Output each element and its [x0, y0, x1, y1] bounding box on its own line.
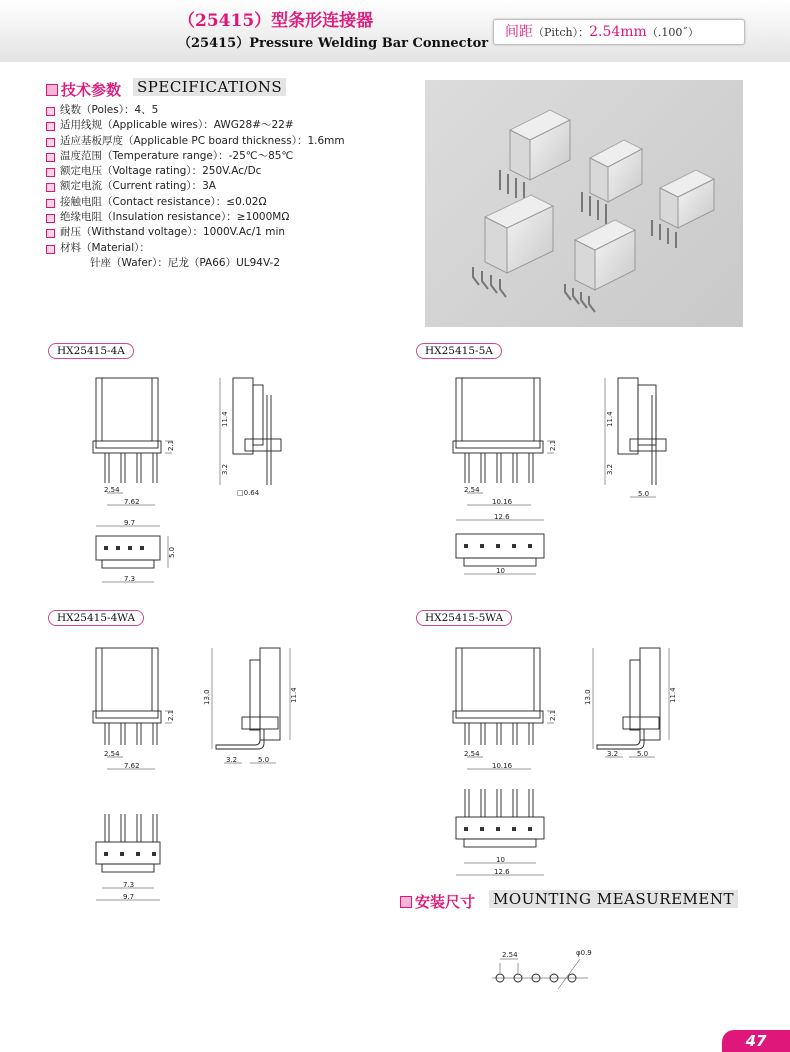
- dim-label: 3.2: [607, 750, 619, 758]
- spec-item: 适应基板厚度（Applicable PC board thickness）：1.6mm: [46, 134, 426, 149]
- dim-label: 2.1: [549, 709, 557, 721]
- page-title-cn: （25415）型条形连接器: [178, 11, 374, 31]
- page-number: 47: [722, 1030, 790, 1052]
- drawing-5wa-side: [585, 645, 685, 770]
- dim-label: 2.54: [104, 486, 120, 494]
- mounting-heading-cn: 安装尺寸: [415, 893, 476, 911]
- connector-photo-illustration: [425, 80, 743, 327]
- dim-label: 9.7: [123, 893, 135, 901]
- connector-1: [500, 110, 570, 202]
- dim-label: 11.4: [669, 687, 677, 703]
- dim-label: 7.3: [124, 575, 136, 583]
- pitch-label: （Pitch）：: [533, 26, 590, 39]
- drawing-5a-front: [450, 375, 570, 510]
- spec-item: 线数（Poles）：4、5: [46, 103, 426, 118]
- drawing-4a-side: [215, 375, 290, 505]
- dim-label: 12.6: [494, 513, 510, 521]
- dim-label: 10: [496, 856, 505, 864]
- dim-label: 11.4: [606, 411, 614, 427]
- dim-label: 2.54: [464, 750, 480, 758]
- dim-label: 2.1: [167, 709, 175, 721]
- model-label-5a: HX25415-5A: [416, 343, 502, 359]
- dim-label: 7.62: [124, 498, 140, 506]
- dim-label: 13.0: [203, 689, 211, 705]
- drawing-5wa-bottom: [450, 785, 570, 880]
- spec-list: [46, 103, 426, 271]
- connector-4: [473, 195, 553, 297]
- spec-heading-icon: [46, 84, 58, 96]
- spec-item: 适用线规（Applicable wires）：AWG28#～22#: [46, 118, 426, 133]
- bullet-icon: [46, 153, 55, 162]
- dim-label: φ0.9: [576, 949, 592, 957]
- product-photo: [425, 80, 743, 327]
- dim-label: 5.0: [168, 546, 176, 558]
- spec-item: 温度范围（Temperature range）：-25℃～85℃: [46, 149, 426, 164]
- dim-label: 12.6: [494, 868, 510, 876]
- dim-label: 5.0: [638, 490, 650, 498]
- dim-label: 13.0: [584, 689, 592, 705]
- spec-item: 绝缘电阻（Insulation resistance）：≥1000MΩ: [46, 210, 426, 225]
- dim-label: 10.16: [492, 762, 513, 770]
- spec-heading-en: SPECIFICATIONS: [133, 78, 286, 96]
- spec-item: 额定电流（Current rating）：3A: [46, 179, 426, 194]
- bullet-icon: [46, 107, 55, 116]
- page-title-en: （25415）Pressure Welding Bar Connector: [178, 36, 489, 51]
- spec-heading-cn: 技术参数: [61, 81, 122, 99]
- mounting-heading-en: MOUNTING MEASUREMENT: [489, 890, 738, 908]
- dim-label: 11.4: [290, 687, 298, 703]
- model-label-4a: HX25415-4A: [48, 343, 134, 359]
- pitch-info: [505, 21, 699, 41]
- dim-label: 7.3: [123, 881, 135, 889]
- drawing-mounting-holes: [488, 945, 608, 995]
- connector-5: [565, 220, 635, 312]
- bullet-icon: [46, 122, 55, 131]
- dim-label: 10.16: [492, 498, 513, 506]
- bullet-icon: [46, 245, 55, 254]
- dim-label: 2.1: [549, 439, 557, 451]
- dim-label: 2.54: [502, 951, 518, 959]
- dim-label: □0.64: [237, 489, 260, 497]
- drawing-5a-bottom: [450, 512, 570, 582]
- dim-label: 5.0: [258, 756, 270, 764]
- drawing-4a-front: [90, 375, 190, 510]
- pitch-inch: （.100˝）: [646, 26, 699, 39]
- dim-label: 10: [496, 567, 505, 575]
- pitch-cn: 间距: [505, 24, 533, 40]
- drawing-5wa-front: [450, 645, 570, 780]
- bullet-icon: [46, 168, 55, 177]
- model-label-4wa: HX25415-4WA: [48, 610, 144, 626]
- connector-2: [582, 140, 642, 224]
- dim-label: 11.4: [221, 411, 229, 427]
- spec-item: 材料（Material）：: [46, 241, 426, 256]
- dim-label: 9.7: [124, 519, 136, 527]
- model-label-5wa: HX25415-5WA: [416, 610, 512, 626]
- dim-label: 2.1: [167, 439, 175, 451]
- dim-label: 3.2: [226, 756, 238, 764]
- spec-item: 额定电压（Voltage rating）：250V.Ac/Dc: [46, 164, 426, 179]
- drawing-5a-side: [600, 375, 675, 505]
- connector-3: [652, 170, 714, 248]
- spec-item: 耐压（Withstand voltage）：1000V.Ac/1 min: [46, 225, 426, 240]
- pitch-value: 2.54mm: [589, 24, 647, 40]
- bullet-icon: [46, 214, 55, 223]
- drawing-4a-bottom: [90, 518, 190, 588]
- bullet-icon: [46, 229, 55, 238]
- spec-item: 接触电阻（Contact resistance）：≤0.02Ω: [46, 195, 426, 210]
- bullet-icon: [46, 183, 55, 192]
- dim-label: 3.2: [606, 463, 614, 475]
- bullet-icon: [46, 199, 55, 208]
- bullet-icon: [46, 138, 55, 147]
- dim-label: 2.54: [104, 750, 120, 758]
- dim-label: 3.2: [221, 463, 229, 475]
- drawing-4wa-front: [90, 645, 190, 780]
- mounting-heading-icon: [400, 896, 412, 908]
- dim-label: 2.54: [464, 486, 480, 494]
- drawing-4wa-bottom: [90, 810, 190, 905]
- dim-label: 7.62: [124, 762, 140, 770]
- drawing-4wa-side: [200, 645, 310, 770]
- spec-material-sub: 针座（Wafer）：尼龙（PA66）UL94V-2: [90, 256, 281, 269]
- dim-label: 5.0: [637, 750, 649, 758]
